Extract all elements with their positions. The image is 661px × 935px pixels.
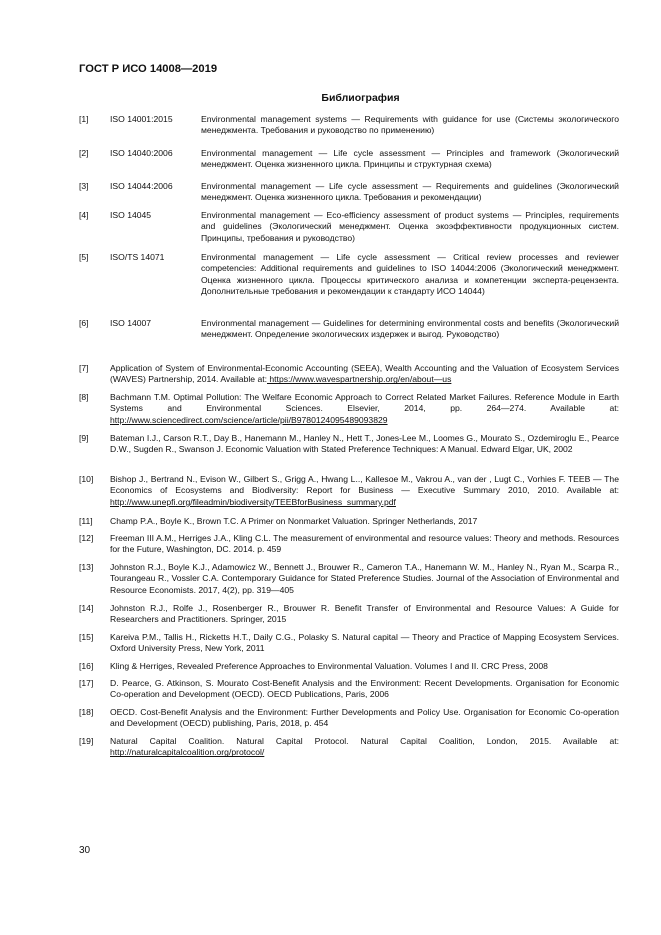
citation: Johnston R.J., Rolfe J., Rosenberger R., Brouwer R. Benefit Transfer of Environmental and Resource Values: A Guide for Researchers and Practitioners. Springer, 2015 (110, 603, 619, 625)
citation: Kling & Herriges, Revealed Preference Approaches to Environmental Valuation. Volumes I and II. CRC Press, 2008 (110, 661, 548, 671)
citation: Champ P.A., Boyle K., Brown T.C. A Primer on Nonmarket Valuation. Springer Netherlands, 2017 (110, 516, 478, 526)
document-header: ГОСТ Р ИСО 14008—2019 (79, 63, 218, 75)
citation: Johnston R.J., Boyle K.J., Adamowicz W., Bennett J., Brouwer R., Cameron T.A., Hanemann W. M., Hanley N., Ryan M., Scarpa R., Tourangeau R., Vossler C.A. Contemporary Guidance for Stated Preference Studies. Journal of the Association of Environmental and Resource Economists. 2017, 4(2), pp. 319—405 (110, 562, 619, 595)
standard-code: ISO 14045 (110, 210, 152, 220)
reference-text (110, 533, 619, 556)
reference-text (110, 363, 619, 386)
page-number: 30 (79, 845, 91, 856)
reference-link[interactable]: https://www.wavespartnership.org/en/about—us (267, 374, 452, 385)
entry-number: [3] (79, 181, 89, 191)
entry-number: [16] (79, 661, 94, 671)
citation: Application of System of Environmental-Economic Accounting (SEEA), Wealth Accounting and the Valuation of Ecosystem Services (WAVES) Partnership, 2014. Available at: (110, 363, 619, 385)
standard-description: Environmental management — Life cycle assessment — Critical review processes and reviewer competencies: Additional requirements and guidelines to ISO 14044:2006 (Экологический менеджмент. Оценка жизненного цикла. Процессы критического анализа и компетенции эксперта-рецензента. Дополнительные требования и рекомендации к стандарту ИСО 14044) (201, 252, 619, 297)
reference-link[interactable]: http://www.unepfi.org/fileadmin/biodiversity/TEEBforBusiness_summary.pdf (110, 496, 396, 507)
entry-number: [12] (79, 533, 94, 543)
standard-code: ISO/TS 14071 (110, 252, 165, 262)
entry-number: [14] (79, 603, 94, 613)
citation: Bishop J., Bertrand N., Evison W., Gilbert S., Grigg A., Hwang L.., Kallesoe M., Vakrou A., van der , Lugt C., Vorhies F. TEEB — The Economics of Ecosystems and Biodiversity: Report for Business — Executive Summary 2010, 2010. Available at: (110, 474, 619, 496)
bibliography-title: Библиография (321, 92, 400, 104)
entry-number: [4] (79, 210, 89, 220)
entry-number: [17] (79, 678, 94, 688)
standard-description: Environmental management — Eco-efficiency assessment of product systems — Principles, requirements and guidelines (Экологический менеджмент. Оценка экоэффективности продукционных систем. Принципы, требования и руководство) (201, 210, 619, 243)
standard-description: Environmental management — Life cycle assessment — Principles and framework (Экологический менеджмент. Оценка жизненного цикла. Принципы и структурная схема) (201, 148, 619, 170)
reference-link[interactable]: http://www.sciencedirect.com/science/article/pii/B9780124095489093829 (110, 414, 388, 425)
reference-link[interactable]: http://naturalcapitalcoalition.org/protocol/ (110, 747, 265, 758)
entry-number: [8] (79, 392, 89, 402)
entry-number: [10] (79, 474, 94, 484)
citation: Kareiva P.M., Tallis H., Ricketts H.T., Daily C.G., Polasky S. Natural capital — Theory and Practice of Mapping Ecosystem Services. Oxford University Press, New York, 2011 (110, 632, 619, 654)
reference-text (110, 736, 619, 759)
citation: Natural Capital Coalition. Natural Capital Protocol. Natural Capital Coalition, London, 2015. Available at: (110, 736, 619, 746)
standard-description: Environmental management systems — Requirements with guidance for use (Системы экологического менеджмента. Требования и руководство по применению) (201, 114, 619, 136)
entry-number: [13] (79, 562, 94, 572)
standard-code: ISO 14040:2006 (110, 148, 173, 158)
entry-number: [1] (79, 114, 89, 124)
standard-description: Environmental management — Life cycle assessment — Requirements and guidelines (Экологический менеджмент. Оценка жизненного цикла. Требования и рекомендации) (201, 181, 619, 203)
reference-text (110, 632, 619, 655)
entry-number: [2] (79, 148, 89, 158)
reference-text (110, 707, 619, 730)
reference-text (110, 661, 619, 672)
entry-number: [15] (79, 632, 94, 642)
reference-text (110, 603, 619, 626)
standard-description: Environmental management — Guidelines for determining environmental costs and benefits (Экологический менеджмент. Определение экологических издержек и выгод. Руководство) (201, 318, 619, 340)
reference-text (110, 562, 619, 596)
entry-number: [9] (79, 433, 89, 443)
citation: OECD. Cost-Benefit Analysis and the Environment: Further Developments and Policy Use. Organisation for Economic Co-operation and Development (OECD) publishing, Paris, 2018, p. 454 (110, 707, 619, 729)
citation: D. Pearce, G. Atkinson, S. Mourato Cost-Benefit Analysis and the Environment: Recent Developments. Organisation for Economic Co-operation and Development (OECD). OECD Publications, Paris, 2006 (110, 678, 619, 700)
citation: Bachmann T.M. Optimal Pollution: The Welfare Economic Approach to Correct Related Market Failures. Reference Module in Earth Systems and Environmental Sciences. Elsevier, 2014, pp. 264—274. Available at: (110, 392, 619, 414)
reference-text (110, 516, 619, 527)
entry-number: [6] (79, 318, 89, 328)
standard-code: ISO 14007 (110, 318, 152, 328)
entry-number: [11] (79, 516, 93, 526)
citation: Bateman I.J., Carson R.T., Day B., Hanemann M., Hanley N., Hett T., Jones-Lee M., Loomes G., Mourato S., Ozdemiroglu E., Pearce D.W., Sugden R., Swanson J. Economic Valuation with Stated Preference Techniques: A Manual. Edward Elgar, UK, 2002 (110, 433, 619, 455)
reference-text (110, 678, 619, 701)
entry-number: [19] (79, 736, 94, 746)
standard-code: ISO 14044:2006 (110, 181, 173, 191)
reference-text (110, 474, 619, 508)
entry-number: [7] (79, 363, 89, 373)
reference-text (110, 433, 619, 456)
entry-number: [18] (79, 707, 94, 717)
entry-number: [5] (79, 252, 89, 262)
citation: Freeman III A.M., Herriges J.A., Kling C.L. The measurement of environmental and resource values: Theory and methods. Resources for the Future, Washington, DC. 2014. p. 459 (110, 533, 619, 555)
reference-text (110, 392, 619, 426)
standard-code: ISO 14001:2015 (110, 114, 173, 124)
